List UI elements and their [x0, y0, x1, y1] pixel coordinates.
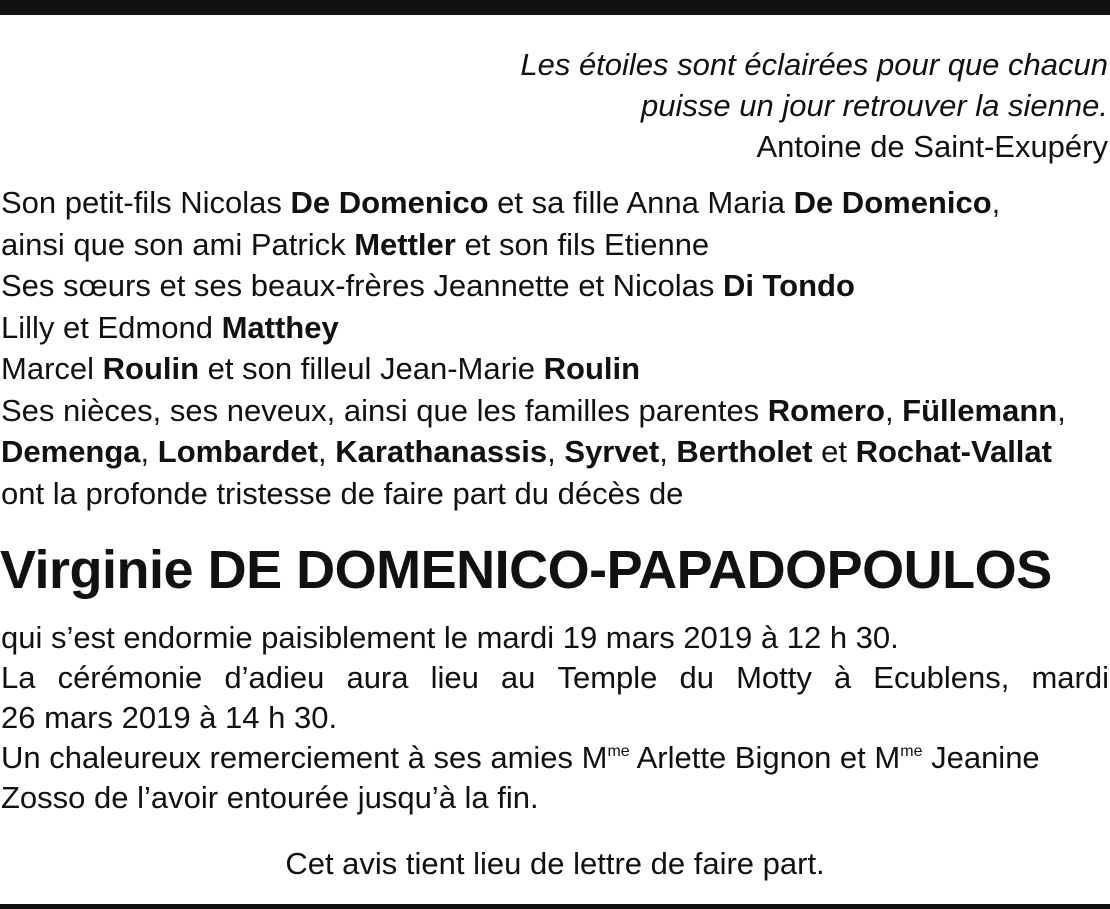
ceremony-word: du	[679, 660, 714, 695]
ceremony-word: Ecublens,	[873, 660, 1010, 695]
bottom-border-rule	[0, 904, 1110, 909]
details-line-justified	[1, 658, 1109, 698]
details-line: Zosso de l’avoir entourée jusqu’à la fin.	[1, 780, 539, 815]
family-line: ainsi que son ami Patrick Mettler et son fils Etienne	[1, 226, 710, 262]
ceremony-word: mardi	[1031, 660, 1109, 695]
top-border-rule	[0, 0, 1110, 15]
family-line: ont la profonde tristesse de faire part du décès de	[1, 475, 684, 511]
ceremony-word: Motty	[736, 660, 812, 695]
service-details	[1, 618, 1109, 818]
ceremony-word: La	[1, 660, 36, 695]
details-line: qui s’est endormie paisiblement le mardi 19 mars 2019 à 12 h 30.	[1, 620, 899, 655]
ceremony-word: Temple	[557, 660, 658, 695]
closing-note: Cet avis tient lieu de lettre de faire part.	[285, 846, 825, 881]
family-line: Lilly et Edmond Matthey	[1, 309, 339, 345]
details-line: 26 mars 2019 à 14 h 30.	[1, 700, 338, 735]
ceremony-word: d’adieu	[224, 660, 325, 695]
deceased-name: Virginie DE DOMENICO-PAPADOPOULOS	[0, 540, 1052, 600]
epigraph-author: Antoine de Saint-Exupéry	[756, 129, 1108, 164]
family-line: Son petit-fils Nicolas De Domenico et sa fille Anna Maria De Domenico,	[1, 185, 1001, 220]
family-announcement	[1, 182, 1109, 514]
ceremony-word: cérémonie	[57, 660, 203, 695]
family-line: Demenga, Lombardet, Karathanassis, Syrvet, Bertholet et Rochat-Vallat	[1, 434, 1052, 469]
family-line: Marcel Roulin et son filleul Jean-Marie Roulin	[1, 351, 641, 386]
ceremony-word: à	[833, 660, 852, 695]
family-line: Ses sœurs et ses beaux-frères Jeannette et Nicolas Di Tondo	[1, 268, 855, 303]
epigraph-line-2: puisse un jour retrouver la sienne.	[641, 88, 1108, 123]
ceremony-word: lieu	[430, 660, 479, 695]
thanks-line: Un chaleureux remerciement à ses amies $M^{me}$ Arlette Bignon et $M^{me}$ Jeanine	[1, 740, 1040, 775]
ceremony-word: aura	[346, 660, 409, 695]
ceremony-word: au	[500, 660, 536, 695]
epigraph-line-1: Les étoiles sont éclairées pour que chacun	[520, 47, 1108, 82]
epigraph	[520, 44, 1108, 167]
family-line: Ses nièces, ses neveux, ainsi que les familles parentes Romero, Füllemann,	[1, 392, 1066, 428]
